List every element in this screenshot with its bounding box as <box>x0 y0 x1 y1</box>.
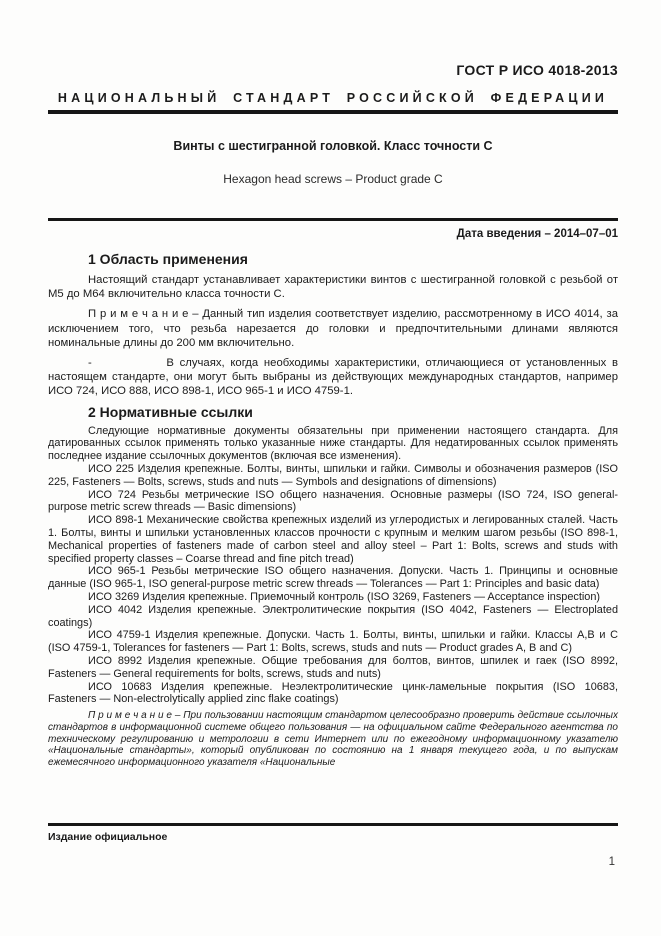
reference-item: ИСО 965-1 Резьбы метрические ISO общего назначения. Допуски. Часть 1. Принципы и основные данные (ISO 965-1, ISO general-purpose metric screw threads — Tolerances — Part 1: Principles and basic data) <box>48 565 618 591</box>
document-title-ru: Винты с шестигранной головкой. Класс точности С <box>173 138 493 153</box>
official-edition-label: Издание официальное <box>48 831 168 843</box>
document-title-en: Hexagon head screws – Product grade C <box>223 171 443 186</box>
doc-number: ГОСТ Р ИСО 4018-2013 <box>456 62 618 78</box>
reference-item: ИСО 724 Резьбы метрические ISO общего назначения. Основные размеры (ISO 724, ISO general-purpose metric screw threads — Basic dimensions) <box>48 488 618 514</box>
reference-item: ИСО 3269 Изделия крепежные. Приемочный контроль (ISO 3269, Fasteners — Acceptance inspection) <box>88 590 601 603</box>
references-note: П р и м е ч а н и е – При пользовании настоящим стандартом целесообразно проверить действие ссылочных стандартов в информационной системе общего пользования — на официальном сайте Федерального агентства по техническому регулированию и метрологии в сети Интернет или по ежегодному информационному указателю «Национальные стандарты», который опубликован по состоянию на 1 января текущего года, и по выпускам ежемесячного информационного указателя «Национальные <box>48 710 618 768</box>
section-1-heading: 1 Область применения <box>88 251 248 267</box>
footer-rule <box>48 823 618 826</box>
section-scope <box>48 251 618 399</box>
references-intro: Следующие нормативные документы обязательны при применении настоящего стандарта. Для датированных ссылок применять только указанные ниже стандарты. Для недатированных ссылок применять последнее издание ссылочных документов (включая все изменения). <box>48 424 618 463</box>
title-rule <box>48 218 618 222</box>
scope-note: П р и м е ч а н и е – Данный тип изделия соответствует изделию, рассмотренному в ИСО 4014, за исключением того, что резьба нарезается до головки и предпочтительными длинами являются номинальные длины до 200 мм включительно. <box>48 308 618 349</box>
scope-paragraph: Настоящий стандарт устанавливает характеристики винтов с шестигранной головкой с резьбой от М5 до М64 включительно класса точности С. <box>48 274 618 301</box>
references-list <box>48 463 618 706</box>
section-normative-references <box>48 404 618 769</box>
reference-item: ИСО 8992 Изделия крепежные. Общие требования для болтов, винтов, шпилек и гаек (ISO 8992, Fasteners — General requirements for bolts, screws, studs and nuts) <box>48 654 618 680</box>
reference-item: ИСО 4042 Изделия крепежные. Электролитические покрытия (ISO 4042, Fasteners — Electroplated coatings) <box>48 603 618 629</box>
scope-alternatives-paragraph: - В случаях, когда необходимы характеристики, отличающиеся от установленных в настоящем стандарте, они могут быть выбраны из действующих международных стандартов, например ИСО 724, ИСО 888, ИСО 898-1, ИСО 965-1 и ИСО 4759-1. <box>48 357 618 398</box>
reference-item: ИСО 225 Изделия крепежные. Болты, винты, шпильки и гайки. Символы и обозначения размеров (ISO 225, Fasteners — Bolts, screws, studs and nuts — Symbols and designations of dimensions) <box>48 463 618 488</box>
national-standard-header: НАЦИОНАЛЬНЫЙ СТАНДАРТ РОССИЙСКОЙ ФЕДЕРАЦИИ <box>57 91 609 105</box>
header-rule <box>48 110 618 114</box>
reference-item: ИСО 10683 Изделия крепежные. Неэлектролитические цинк-ламельные покрытия (ISO 10683, Fasteners — Non-electrolytically applied zinc flake coatings) <box>48 680 618 706</box>
reference-item: ИСО 898-1 Механические свойства крепежных изделий из углеродистых и легированных сталей. Часть 1. Болты, винты и шпильки установленных классов прочности с крупным и мелким шагом резьбы (ISO 898-1, Mechanical properties of fasteners made of carbon steel and alloy steel – Part 1: Bolts, screws and studs with specified property classes – Coarse thread and fine pitch tread) <box>48 514 618 565</box>
section-2-heading: 2 Нормативные ссылки <box>88 403 253 420</box>
effective-date: Дата введения – 2014–07–01 <box>456 228 618 240</box>
reference-item: ИСО 4759-1 Изделия крепежные. Допуски. Часть 1. Болты, винты, шпильки и гайки. Классы А,В и С (ISO 4759-1, Tolerances for fasteners — Part 1: Bolts, screws, studs and nuts — Product grades A, B and C) <box>48 629 618 655</box>
page-number: 1 <box>608 856 615 868</box>
